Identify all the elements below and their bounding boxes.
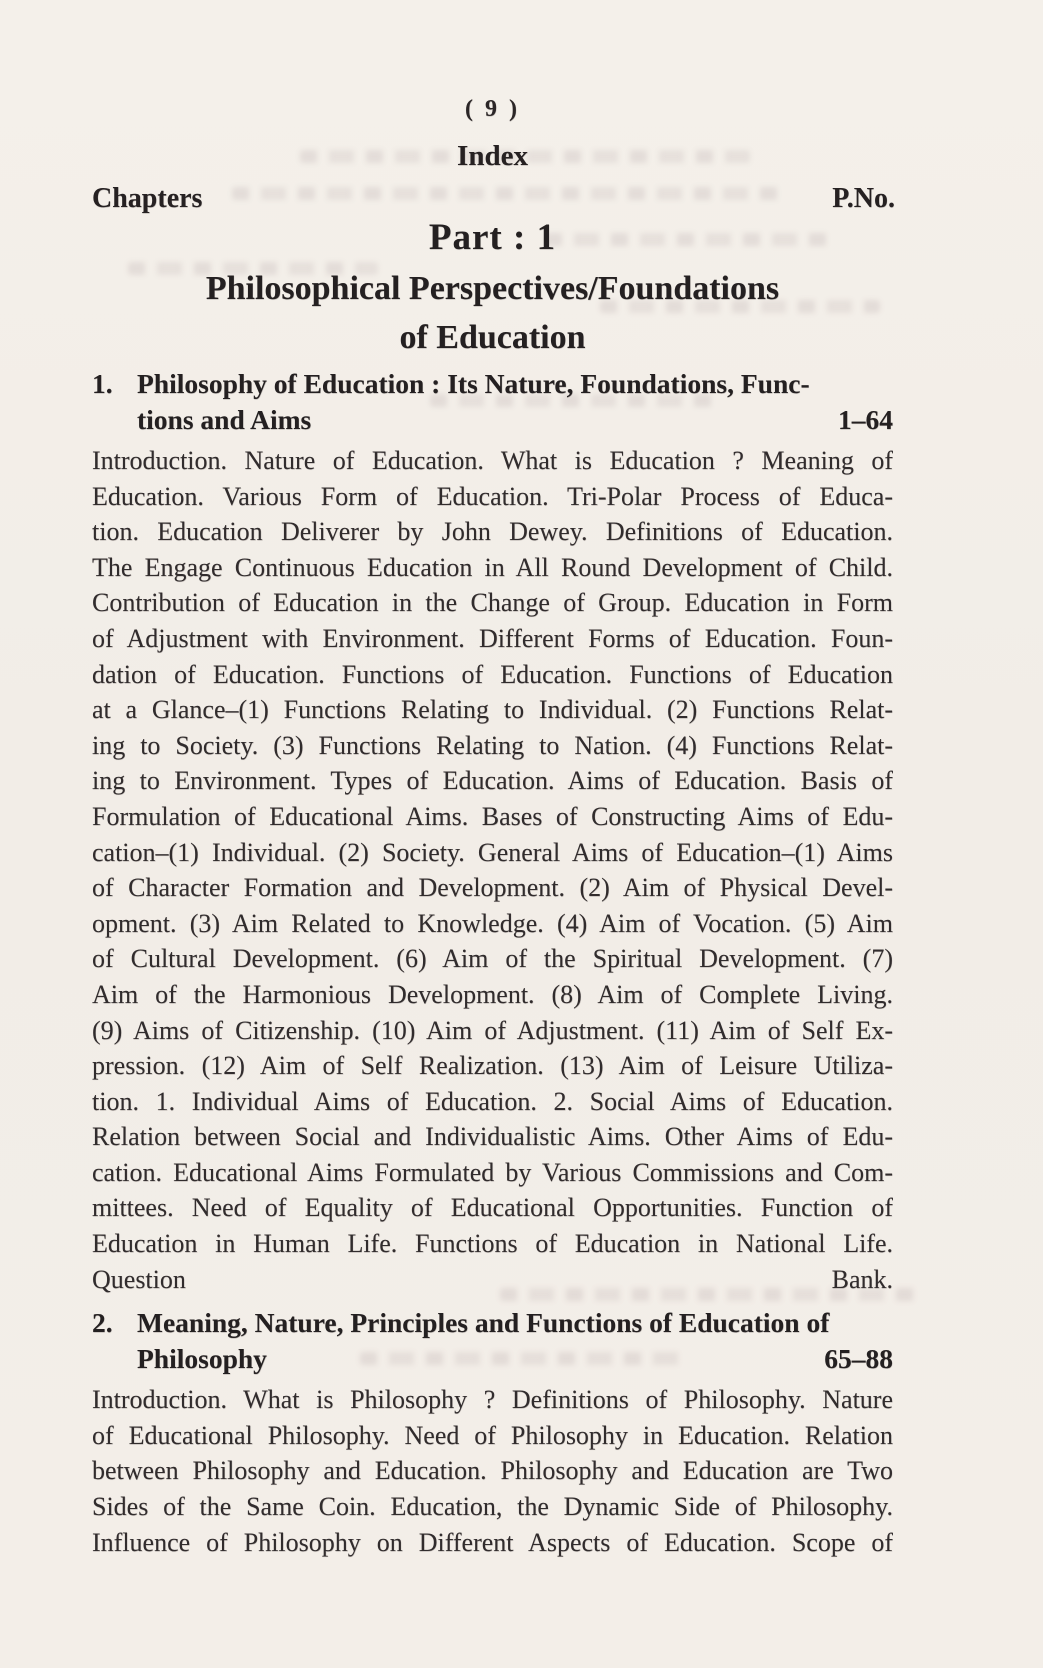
summary-line: pression. (12) Aim of Self Realization. (13) Aim of Leisure Utiliza- bbox=[92, 1051, 893, 1081]
summary-line: Contribution of Education in the Change of Group. Education in Form bbox=[92, 588, 893, 618]
chapter-title-line: Meaning, Nature, Principles and Functions of Education of bbox=[137, 1307, 830, 1339]
chapter-title bbox=[137, 1305, 893, 1377]
summary-line: of Adjustment with Environment. Different Forms of Education. Foun- bbox=[92, 623, 893, 653]
column-header-row bbox=[92, 183, 895, 215]
summary-line: of Character Formation and Development. (2) Aim of Physical Devel- bbox=[92, 873, 893, 903]
summary-line: Education in Human Life. Functions of Education in National Life. bbox=[92, 1229, 893, 1259]
chapter-summary bbox=[92, 1382, 893, 1560]
summary-line: of Cultural Development. (6) Aim of the Spiritual Development. (7) bbox=[92, 944, 893, 974]
summary-line: of Educational Philosophy. Need of Philosophy in Education. Relation bbox=[92, 1420, 893, 1450]
summary-line: Education. Various Form of Education. Tri-Polar Process of Educa- bbox=[92, 481, 893, 511]
chapter-entry bbox=[92, 366, 893, 1297]
part-title-line-1: Philosophical Perspectives/Foundations bbox=[205, 270, 780, 307]
summary-line: Question Bank. bbox=[92, 1264, 893, 1294]
summary-line: Formulation of Educational Aims. Bases of Constructing Aims of Edu- bbox=[92, 801, 893, 831]
summary-line: between Philosophy and Education. Philosophy and Education are Two bbox=[92, 1456, 893, 1486]
chapter-number: 2. bbox=[92, 1307, 113, 1339]
summary-line: tion. Education Deliverer by John Dewey. Definitions of Education. bbox=[92, 517, 893, 547]
summary-line: ing to Environment. Types of Education. Aims of Education. Basis of bbox=[92, 766, 893, 796]
summary-line: at a Glance–(1) Functions Relating to Individual. (2) Functions Relat- bbox=[92, 695, 893, 725]
summary-line: ing to Society. (3) Functions Relating to Nation. (4) Functions Relat- bbox=[92, 730, 893, 760]
summary-line: Relation between Social and Individualistic Aims. Other Aims of Edu- bbox=[92, 1122, 893, 1152]
summary-line: Sides of the Same Coin. Education, the Dynamic Side of Philosophy. bbox=[92, 1492, 893, 1522]
part-title-line-2: of Education bbox=[399, 319, 586, 356]
chapter-title-line bbox=[137, 402, 893, 438]
chapter-title-text: tions and Aims bbox=[137, 404, 312, 435]
folio-page-number: ( 9 ) bbox=[465, 96, 520, 122]
summary-line: Introduction. What is Philosophy ? Definitions of Philosophy. Nature bbox=[92, 1385, 893, 1415]
chapter-number: 1. bbox=[92, 368, 113, 399]
chapter-title-line bbox=[137, 1341, 893, 1377]
summary-line: (9) Aims of Citizenship. (10) Aim of Adjustment. (11) Aim of Self Ex- bbox=[92, 1015, 893, 1045]
summary-line: The Engage Continuous Education in All Round Development of Child. bbox=[92, 552, 893, 582]
chapter-title-line: Philosophy of Education : Its Nature, Foundations, Func- bbox=[137, 368, 810, 399]
summary-line: dation of Education. Functions of Education. Functions of Education bbox=[92, 659, 893, 689]
summary-line: Aim of the Harmonious Development. (8) Aim of Complete Living. bbox=[92, 979, 893, 1009]
summary-line: Influence of Philosophy on Different Aspects of Education. Scope of bbox=[92, 1527, 893, 1557]
chapter-title bbox=[137, 366, 893, 438]
summary-line: opment. (3) Aim Related to Knowledge. (4) Aim of Vocation. (5) Aim bbox=[92, 908, 893, 938]
summary-line: tion. 1. Individual Aims of Education. 2. Social Aims of Education. bbox=[92, 1086, 893, 1116]
summary-line: Introduction. Nature of Education. What is Education ? Meaning of bbox=[92, 446, 893, 475]
chapter-page-range: 65–88 bbox=[824, 1343, 893, 1375]
summary-line: cation. Educational Aims Formulated by Various Commissions and Com- bbox=[92, 1157, 893, 1187]
part-label: Part : 1 bbox=[428, 217, 557, 258]
chapter-entry bbox=[92, 1305, 893, 1560]
chapters-column-label: Chapters bbox=[92, 183, 203, 214]
chapter-heading bbox=[92, 366, 893, 438]
summary-line: cation–(1) Individual. (2) Society. General Aims of Education–(1) Aims bbox=[92, 837, 893, 867]
chapter-title-text: Philosophy bbox=[137, 1343, 267, 1375]
chapter-list bbox=[92, 366, 893, 1560]
page-number-column-label: P.No. bbox=[832, 183, 895, 214]
summary-line: mittees. Need of Equality of Educational Opportunities. Function of bbox=[92, 1193, 893, 1223]
part-title bbox=[92, 264, 893, 362]
chapter-page-range: 1–64 bbox=[838, 404, 893, 435]
chapter-summary bbox=[92, 443, 893, 1297]
index-heading: Index bbox=[457, 140, 528, 172]
chapter-heading bbox=[92, 1305, 893, 1377]
